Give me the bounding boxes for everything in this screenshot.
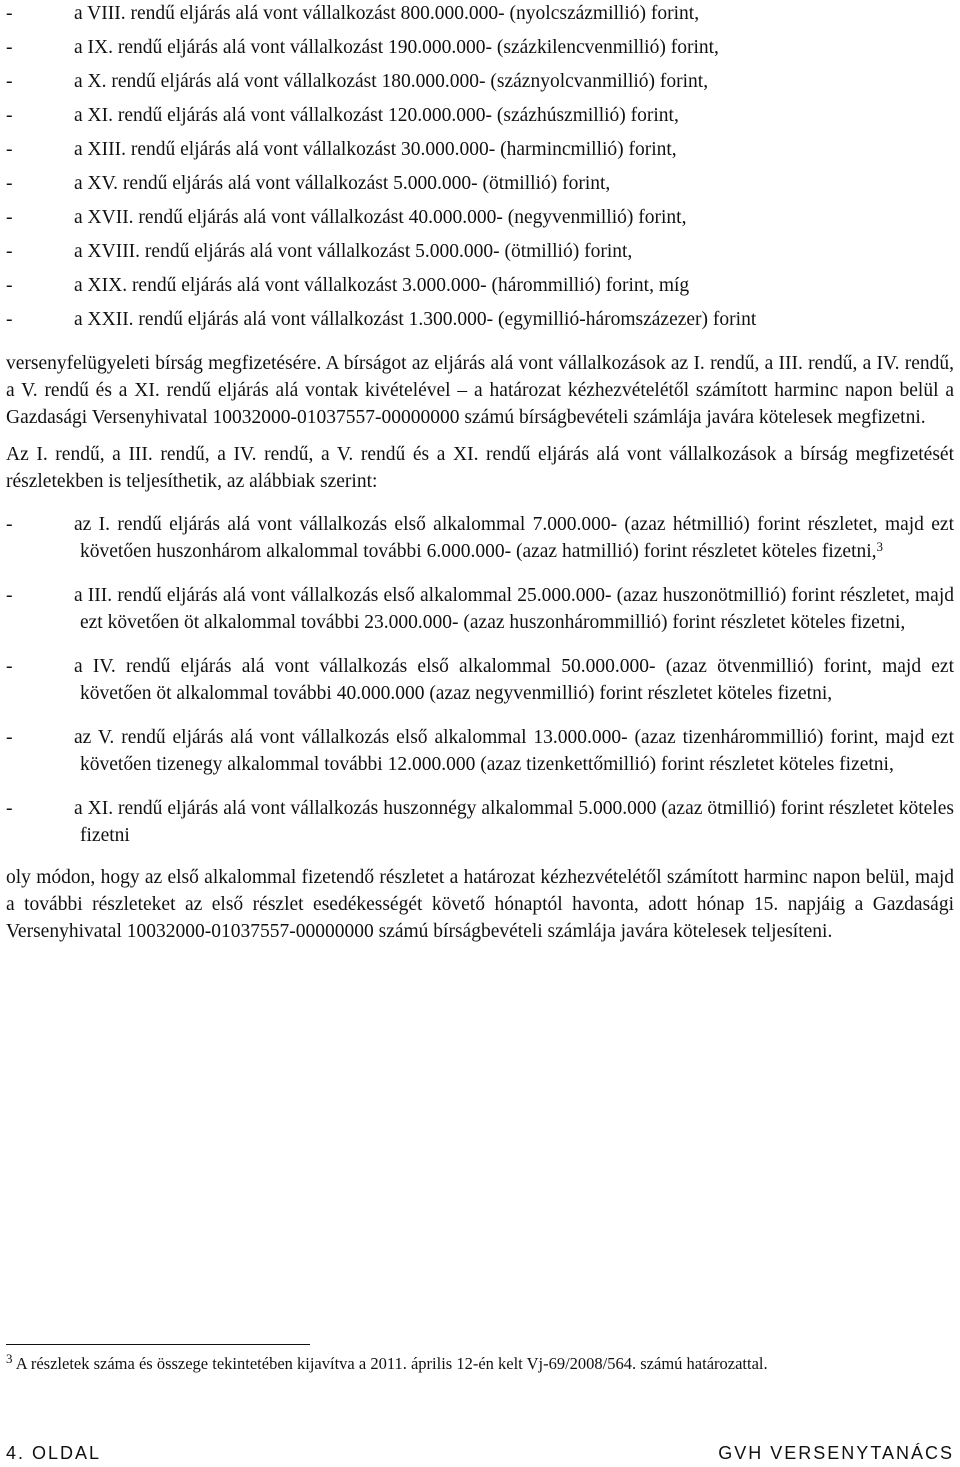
list-dash: - (6, 309, 13, 330)
list-item (6, 68, 954, 95)
list-dash: - (6, 585, 13, 606)
list-item-text: a XIII. rendű eljárás alá vont vállalkozást 30.000.000- (harmincmillió) forint, (74, 139, 677, 160)
list-item-text: a XV. rendű eljárás alá vont vállalkozást 5.000.000- (ötmillió) forint, (74, 173, 611, 194)
list-dash: - (6, 514, 13, 535)
list-item-text: a XXII. rendű eljárás alá vont vállalkozást 1.300.000- (egymillió-háromszázezer) forint (74, 309, 757, 330)
list-item (6, 102, 954, 129)
list-dash: - (6, 173, 13, 194)
list-item (6, 238, 954, 265)
list-item (6, 724, 954, 778)
list-item (6, 795, 954, 849)
list-item-text: az V. rendű eljárás alá vont vállalkozás első alkalommal 13.000.000- (azaz tizenhárommillió) forint, majd ezt követően tizenegy alkalommal további 12.000.000 (azaz tizenkettőmillió) forint részletet köteles fizetni, (74, 727, 954, 775)
list-item-text: a XI. rendű eljárás alá vont vállalkozást 120.000.000- (százhúszmillió) forint, (74, 105, 679, 126)
footnote (6, 1352, 954, 1375)
list-dash: - (6, 3, 13, 24)
list-item-text: a XIX. rendű eljárás alá vont vállalkozást 3.000.000- (hárommillió) forint, míg (74, 275, 690, 296)
list-item (6, 653, 954, 707)
list-item (6, 511, 954, 565)
footnote-text: A részletek száma és összege tekintetében kijavítva a 2011. április 12-én kelt Vj-69/2008/564. számú határozattal. (15, 1354, 768, 1373)
paragraph-fine-payment: versenyfelügyeleti bírság megfizetésére. A bírságot az eljárás alá vont vállalkozások az I. rendű, a III. rendű, a IV. rendű, a V. rendű és a XI. rendű eljárás alá vontak kivételével – a határozat kézhezvételétől számított harminc napon belül a Gazdasági Versenyhivatal 10032000-01037557-00000000 számú bírságbevételi számlája javára kötelesek megfizetni. (6, 353, 954, 428)
list-item (6, 204, 954, 231)
list-item-text: a XVIII. rendű eljárás alá vont vállalkozást 5.000.000- (ötmillió) forint, (74, 241, 633, 262)
footnote-divider (6, 1344, 310, 1345)
list-dash: - (6, 37, 13, 58)
page-footer (6, 1440, 954, 1462)
list-dash: - (6, 139, 13, 160)
list-dash: - (6, 275, 13, 296)
list-dash: - (6, 656, 13, 677)
installment-list (6, 511, 954, 849)
list-dash: - (6, 241, 13, 262)
list-dash: - (6, 798, 13, 819)
list-item-text: az I. rendű eljárás alá vont vállalkozás első alkalommal 7.000.000- (azaz hétmillió) forint részletet, majd ezt követően huszonhárom alkalommal további 6.000.000- (azaz hatmillió) forint részletet köteles fizetni, (74, 514, 954, 562)
list-item-text: a IV. rendű eljárás alá vont vállalkozás első alkalommal 50.000.000- (azaz ötvenmillió) forint, majd ezt követően öt alkalommal további 40.000.000 (azaz negyvenmillió) forint részletet köteles fizetni, (74, 656, 954, 704)
footnote-number: 3 (6, 1351, 13, 1366)
document-body (6, 0, 954, 945)
fine-list (6, 0, 954, 333)
list-item (6, 0, 954, 27)
list-dash: - (6, 727, 13, 748)
paragraph-installment-terms: oly módon, hogy az első alkalommal fizetendő részletet a határozat kézhezvételétől számított harminc napon belül, majd a további részleteket az első részlet esedékességét követő hónaptól havonta, adott hónap 15. napjáig a Gazdasági Versenyhivatal 10032000-01037557-00000000 számú bírságbevételi számlája javára kötelesek teljesíteni. (6, 867, 954, 942)
list-item (6, 170, 954, 197)
list-item (6, 272, 954, 299)
list-item (6, 136, 954, 163)
list-dash: - (6, 105, 13, 126)
list-dash: - (6, 71, 13, 92)
list-dash: - (6, 207, 13, 228)
list-item-text: a IX. rendű eljárás alá vont vállalkozást 190.000.000- (százkilencvenmillió) forint, (74, 37, 719, 58)
list-item-text: a XVII. rendű eljárás alá vont vállalkozást 40.000.000- (negyvenmillió) forint, (74, 207, 687, 228)
list-item (6, 34, 954, 61)
footer-organization: GVH VERSENYTANÁCS (718, 1443, 954, 1463)
list-item-text: a X. rendű eljárás alá vont vállalkozást 180.000.000- (száznyolcvanmillió) forint, (74, 71, 709, 92)
list-item (6, 582, 954, 636)
list-item (6, 306, 954, 333)
list-item-text: a XI. rendű eljárás alá vont vállalkozás huszonnégy alkalommal 5.000.000 (azaz ötmillió) forint részletet köteles fizetni (74, 798, 954, 846)
footnote-ref[interactable]: 3 (876, 539, 884, 554)
list-item-text: a VIII. rendű eljárás alá vont vállalkozást 800.000.000- (nyolcszázmillió) forint, (74, 3, 700, 24)
page-number: 4. OLDAL (6, 1443, 102, 1463)
paragraph-installments-intro: Az I. rendű, a III. rendű, a IV. rendű, a V. rendű és a XI. rendű eljárás alá vont vállalkozások a bírság megfizetését részletekben is teljesíthetik, az alábbiak szerint: (6, 444, 954, 492)
list-item-text: a III. rendű eljárás alá vont vállalkozás első alkalommal 25.000.000- (azaz huszonötmillió) forint részletet, majd ezt követően öt alkalommal további 23.000.000- (azaz huszonhárommillió) forint részletet köteles fizetni, (74, 585, 954, 633)
